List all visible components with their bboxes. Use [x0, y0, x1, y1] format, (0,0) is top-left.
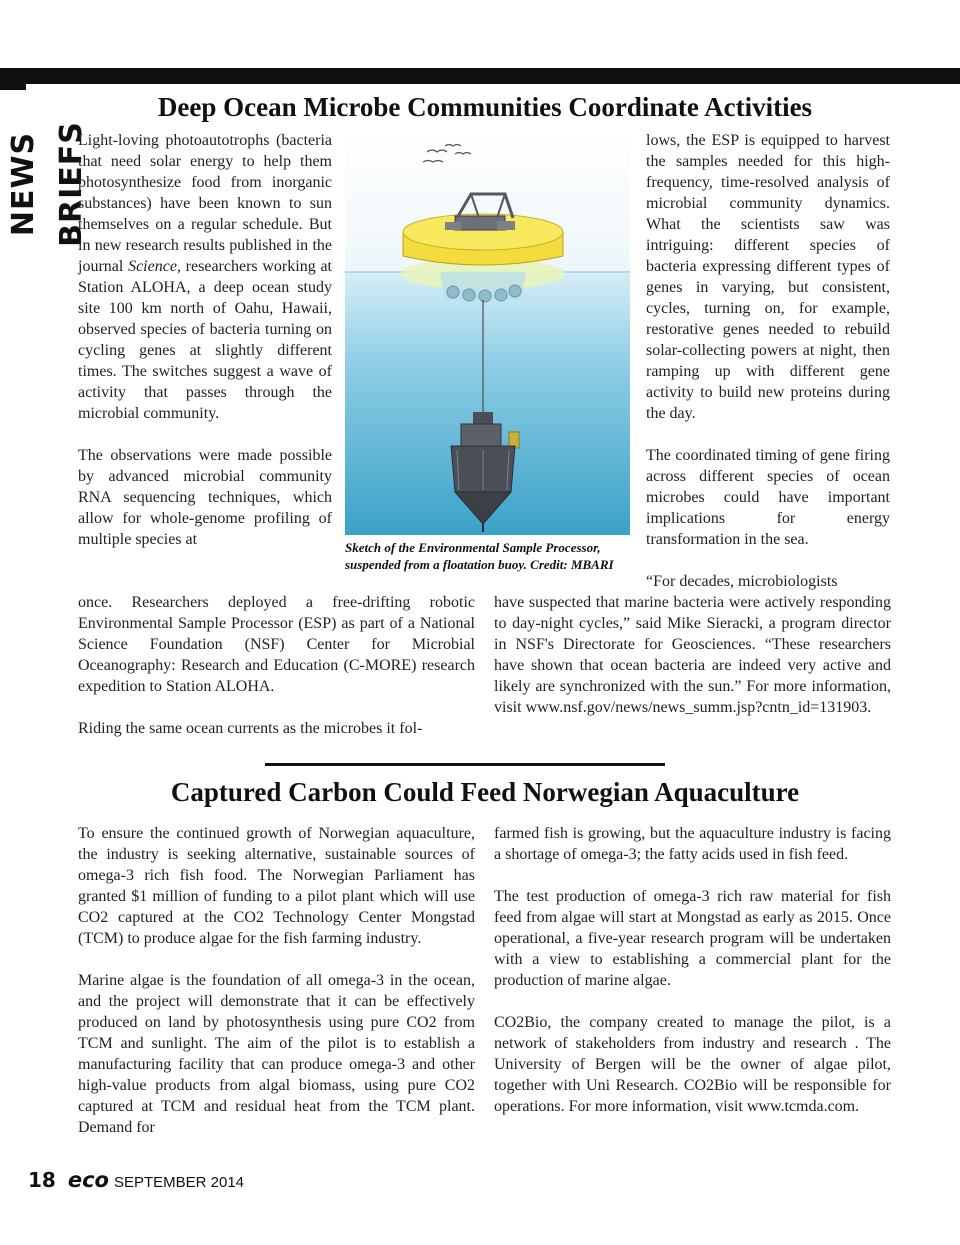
article2-right-column	[494, 823, 891, 1117]
article1-headline: Deep Ocean Microbe Communities Coordinate Activities	[157, 92, 813, 122]
article2-right-paragraph-2: The test production of omega-3 rich raw material for fish feed from algae will start at Mongstad as early as 2015. Once operational, a five-year research program will be undertaken with a view to establishing a commercial plant for the production of marine algae.	[494, 888, 891, 989]
article1-right-paragraph-2: The coordinated timing of gene firing across different species of ocean microbes could have important implications for energy transformation in the sea.	[646, 447, 890, 548]
article2-headline: Captured Carbon Could Feed Norwegian Aquaculture	[170, 777, 800, 807]
magazine-logo: eco	[67, 1168, 109, 1192]
article2-right-paragraph-1: farmed fish is growing, but the aquaculture industry is facing a shortage of omega-3; the fatty acids used in fish feed.	[494, 825, 891, 863]
page-number: 18	[28, 1168, 56, 1192]
article1-paragraph-2-lower: once. Researchers deployed a free-drifting robotic Environmental Sample Processor (ESP) as part of a National Science Foundation (NSF) Center for Microbial Oceanography: Research and Education (C-MORE) research expedition to Station ALOHA.	[78, 594, 475, 695]
article1-left-column-upper	[78, 130, 332, 550]
article1-paragraph-1: Light-loving photoautotrophs (bacteria that need solar energy to help them photosynthesize food from inorganic substances) have been known to sun themselves on a regular schedule. But in new research results published in the journal Science, researchers working at Station ALOHA, a deep ocean study site 100 km north of Oahu, Hawaii, observed species of bacteria turning on cycling genes at slightly different times. The switches suggest a wave of activity that passes through the microbial community.	[78, 132, 332, 422]
top-rule-notch	[0, 68, 26, 90]
article1-right-paragraph-3-upper: “For decades, microbiologists	[646, 573, 838, 590]
section-label: NEWS BRIEFS	[6, 121, 89, 247]
article2-left-column	[78, 823, 475, 1138]
article2-paragraph-2: Marine algae is the foundation of all omega-3 in the ocean, and the project will demonstrate that it can be effectively produced on land by photosynthesis using pure CO2 from TCM and sunlight. The aim of the pilot is to establish a manufacturing facility that can produce omega-3 and other high-value products from algal biomass, using pure CO2 captured at TCM and residual heat from the TCM plant. Demand for	[78, 972, 475, 1136]
issue-date: SEPTEMBER 2014	[113, 1174, 245, 1191]
figure-caption: Sketch of the Environmental Sample Processor, suspended from a floatation buoy. Credit: MBARI	[345, 540, 614, 572]
article-divider	[265, 763, 665, 766]
journal-name: Science	[128, 258, 177, 275]
article2-paragraph-1: To ensure the continued growth of Norwegian aquaculture, the industry is seeking alternative, sustainable sources of omega-3 rich fish food. The Norwegian Parliament has granted $1 million of funding to a pilot plant which will use CO2 captured at the CO2 Technology Center Mongstad (TCM) to produce algae for the fish farming industry.	[78, 825, 475, 947]
article1-paragraph-2-upper: The observations were made possible by advanced microbial community RNA sequencing techniques, which allow for whole-genome profiling of multiple species at	[78, 447, 332, 548]
article1-right-column-upper	[646, 130, 890, 592]
article1-right-paragraph-1: lows, the ESP is equipped to harvest the samples needed for this high-frequency, time-resolved analysis of microbial community dynamics. What the scientists saw was intriguing: different species of bacteria expressing different types of genes in varying, but consistent, cycles, turning on, for example, restorative genes needed to rebuild solar-collecting powers at night, then ramping up with different gene activity to build new proteins during the day.	[646, 132, 890, 422]
esp-buoy-illustration	[345, 132, 630, 535]
article1-paragraph-3: Riding the same ocean currents as the microbes it fol-	[78, 720, 423, 737]
article1-left-column-lower	[78, 592, 475, 739]
page-footer	[28, 1168, 244, 1198]
top-rule	[0, 68, 960, 84]
article1-right-paragraph-3-lower: have suspected that marine bacteria were actively responding to day-night cycles,” said Mike Sieracki, a program director in NSF's Directorate for Geosciences. “These researchers have shown that ocean bacteria are indeed very active and likely are synchronized with the sun.” For more information, visit www.nsf.gov/news/news_summ.jsp?cntn_id=131903.	[494, 594, 891, 716]
article1-right-column-lower	[494, 592, 891, 718]
article2-right-paragraph-3: CO2Bio, the company created to manage the pilot, is a network of stakeholders from industry and research . The University of Bergen will be the owner of algae pilot, together with Uni Research. CO2Bio will be responsible for operations. For more information, visit www.tcmda.com.	[494, 1014, 891, 1115]
